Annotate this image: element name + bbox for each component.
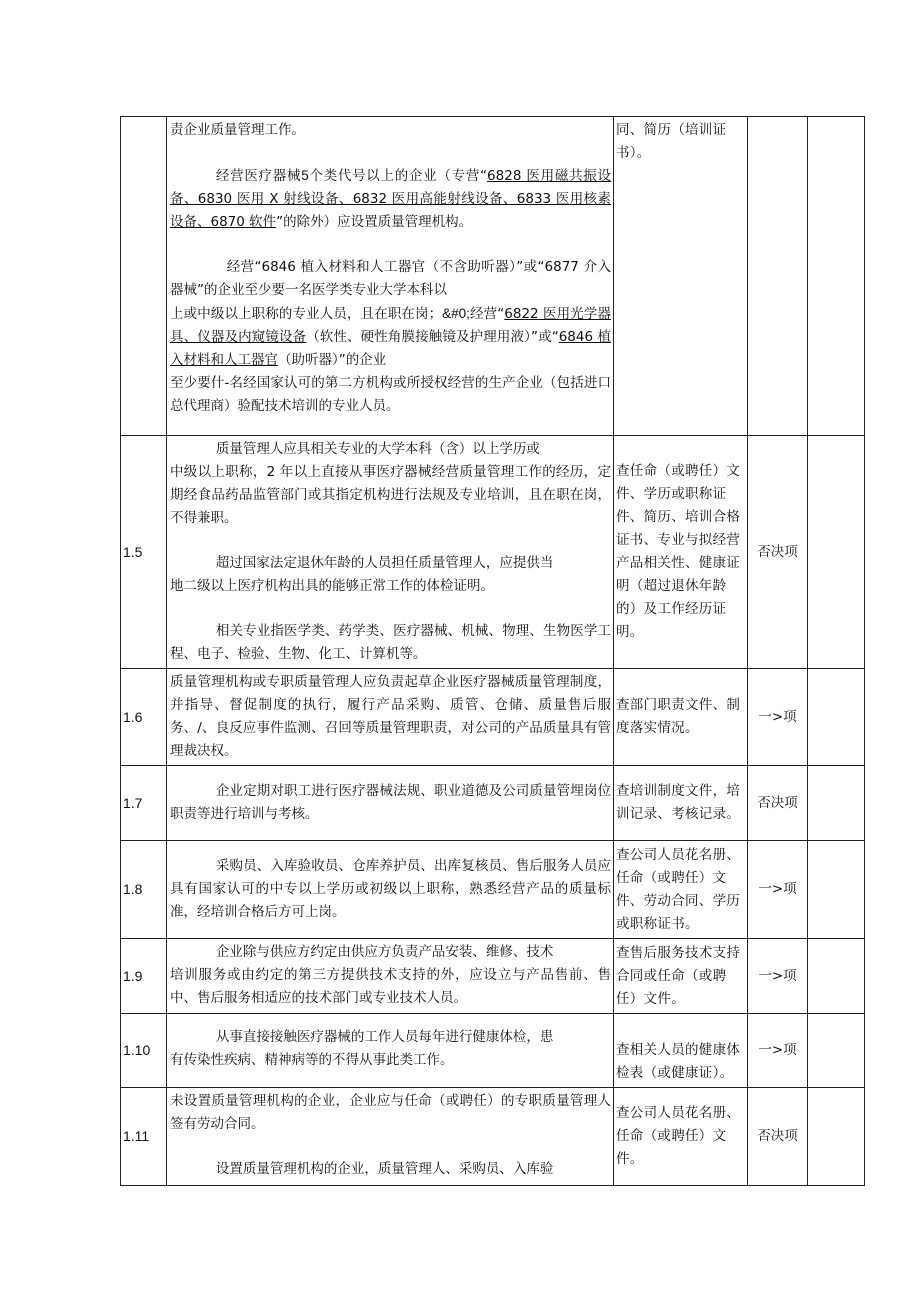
check-method: 查售后服务技术支持合同或任命（或聘任）文件。	[614, 939, 748, 1014]
requirement-content	[167, 939, 614, 1014]
item-category: 一>项	[748, 1014, 808, 1088]
item-category: 否决项	[748, 436, 808, 669]
underlined-text: 6828 医用磁共振设备、6830 医用 X 射线设备、6832 医用高能射线设备、6833 医用核素设备、6870 软件	[170, 168, 611, 230]
item-category: 否决项	[748, 766, 808, 841]
table-row	[121, 1014, 865, 1088]
content-paragraph: 从事直接接触医疗器械的工作人员每年进行健康体检，患	[215, 1029, 554, 1045]
content-paragraph: 经营“6846 植入材料和人工器官（不含助听器）”或“6877 介入器械”的企业至少要一名医学类专业大学本科以	[170, 259, 611, 298]
remarks-cell	[808, 841, 865, 939]
item-number: 1.8	[121, 841, 167, 939]
table-row	[121, 766, 865, 841]
check-method: 同、简历（培训证书）。	[614, 117, 748, 436]
item-category: 一>项	[748, 939, 808, 1014]
item-category	[748, 117, 808, 436]
item-number	[121, 117, 167, 436]
content-paragraph: 地二级以上医疗机构出具的能够正常工作的体检证明。	[170, 578, 494, 594]
check-method: 查任命（或聘任）文件、学历或职称证件、简历、培训合格证书、专业与拟经营产品相关性、健康证明（超过退休年龄的）及工作经历证明。	[614, 436, 748, 669]
requirement-content	[167, 841, 614, 939]
content-paragraph: 质量管理人应具相关专业的大学本科（含）以上学历或	[215, 441, 540, 457]
remarks-cell	[808, 1088, 865, 1186]
underlined-text: 6846 植入材料和人工器官	[170, 329, 611, 368]
requirement-content	[167, 766, 614, 841]
remarks-cell	[808, 117, 865, 436]
content-paragraph: 有传染性疾病、精神病等的不得从事此类工作。	[170, 1052, 454, 1068]
content-paragraph: 质量管理机构或专职质量管理人应负责起草企业医疗器械质量管理制度，并指导、督促制度的执行，履行产品采购、质管、仓储、质量售后服务、/、良反应事件监测、召回等质量管理职责，对公司的产品质量具有管理裁决权。	[170, 674, 611, 759]
content-paragraph: 设置质量管理机构的企业，质量管理人、采购员、入库验	[215, 1161, 554, 1177]
requirement-content	[167, 117, 614, 436]
requirement-content	[167, 1088, 614, 1186]
item-category: 否决项	[748, 1088, 808, 1186]
check-method: 查培训制度文件，培训记录、考核记录。	[614, 766, 748, 841]
table-row	[121, 436, 865, 669]
requirement-content	[167, 669, 614, 766]
table-row	[121, 117, 865, 436]
item-number: 1.5	[121, 436, 167, 669]
content-paragraph: 至少要什-名经国家认可的第二方机构或所授权经营的生产企业（包括进口总代理商）验配技术培训的专业人员。	[170, 375, 611, 414]
requirement-content	[167, 1014, 614, 1088]
requirements-table	[120, 116, 865, 1186]
requirement-content	[167, 436, 614, 669]
table-row	[121, 939, 865, 1014]
content-paragraph: 中级以上职称，2 年以上直接从事医疗器械经营质量管理工作的经历，定期经食品药品监管部门或其指定机构进行法规及专业培训，且在职在岗，不得兼职。	[170, 464, 611, 526]
content-paragraph: 培训服务或由约定的第三方提供技术支持的外，应设立与产品售前、售中、售后服务相适应的技术部门或专业技术人员。	[170, 967, 611, 1006]
remarks-cell	[808, 1014, 865, 1088]
item-number: 1.9	[121, 939, 167, 1014]
table-row	[121, 669, 865, 766]
content-paragraph: 超过国家法定退休年龄的人员担任质量管理人，应提供当	[215, 555, 554, 571]
item-number: 1.11	[121, 1088, 167, 1186]
content-paragraph: 采购员、入库验收员、仓库养护员、出库复核员、售后服务人员应具有国家认可的中专以上学历或初级以上职称，熟悉经营产品的质量标准，经培训合格后方可上岗。	[170, 858, 611, 920]
content-paragraph: 责企业质量管理工作。	[170, 122, 305, 138]
content-paragraph: 企业定期对职工进行医疗器械法规、职业道德及公司质量管埋岗位职责等进行培训与考核。	[170, 783, 611, 822]
underlined-text: 6822 医用光学器具、仪器及内窥镜设备	[170, 306, 611, 345]
content-paragraph: 经营医疗器械5个类代号以上的企业（专营“6828 医用磁共振设备、6830 医用 X 射线设备、6832 医用高能射线设备、6833 医用核素设备、6870 软件”的除外）应设置质量管理机构。	[170, 168, 611, 230]
table-row	[121, 1088, 865, 1186]
item-number: 1.10	[121, 1014, 167, 1088]
remarks-cell	[808, 939, 865, 1014]
check-method: 查部门职责文件、制度落实情况。	[614, 669, 748, 766]
table-row	[121, 841, 865, 939]
check-method: 查公司人员花名册、任命（或聘任）文件。	[614, 1088, 748, 1186]
item-number: 1.7	[121, 766, 167, 841]
content-paragraph: 上或中级以上职称的专业人员，且在职在岗；&#0;经营“6822 医用光学器具、仪器及内窥镜设备（软性、硬性角膜接触镜及护理用液）”或“6846 植入材料和人工器官（助听器）”的企业	[170, 306, 611, 368]
item-category: 一>项	[748, 841, 808, 939]
remarks-cell	[808, 669, 865, 766]
check-method: 查相关人员的健康体检表（或健康证）。	[614, 1014, 748, 1088]
content-paragraph: 未设置质量管理机构的企业，企业应与任命（或聘任）的专职质量管理人签有劳动合同。	[170, 1093, 611, 1132]
remarks-cell	[808, 436, 865, 669]
item-category: 一>项	[748, 669, 808, 766]
item-number: 1.6	[121, 669, 167, 766]
check-method: 查公司人员花名册、任命（或聘任）文件、劳动合同、学历或职称证书。	[614, 841, 748, 939]
content-paragraph: 企业除与供应方约定由供应方负责产品安装、维修、技术	[215, 944, 554, 960]
remarks-cell	[808, 766, 865, 841]
content-paragraph: 相关专业指医学类、药学类、医疗器械、机械、物理、生物医学工程、电子、检验、生物、化工、计算机等。	[170, 623, 611, 662]
